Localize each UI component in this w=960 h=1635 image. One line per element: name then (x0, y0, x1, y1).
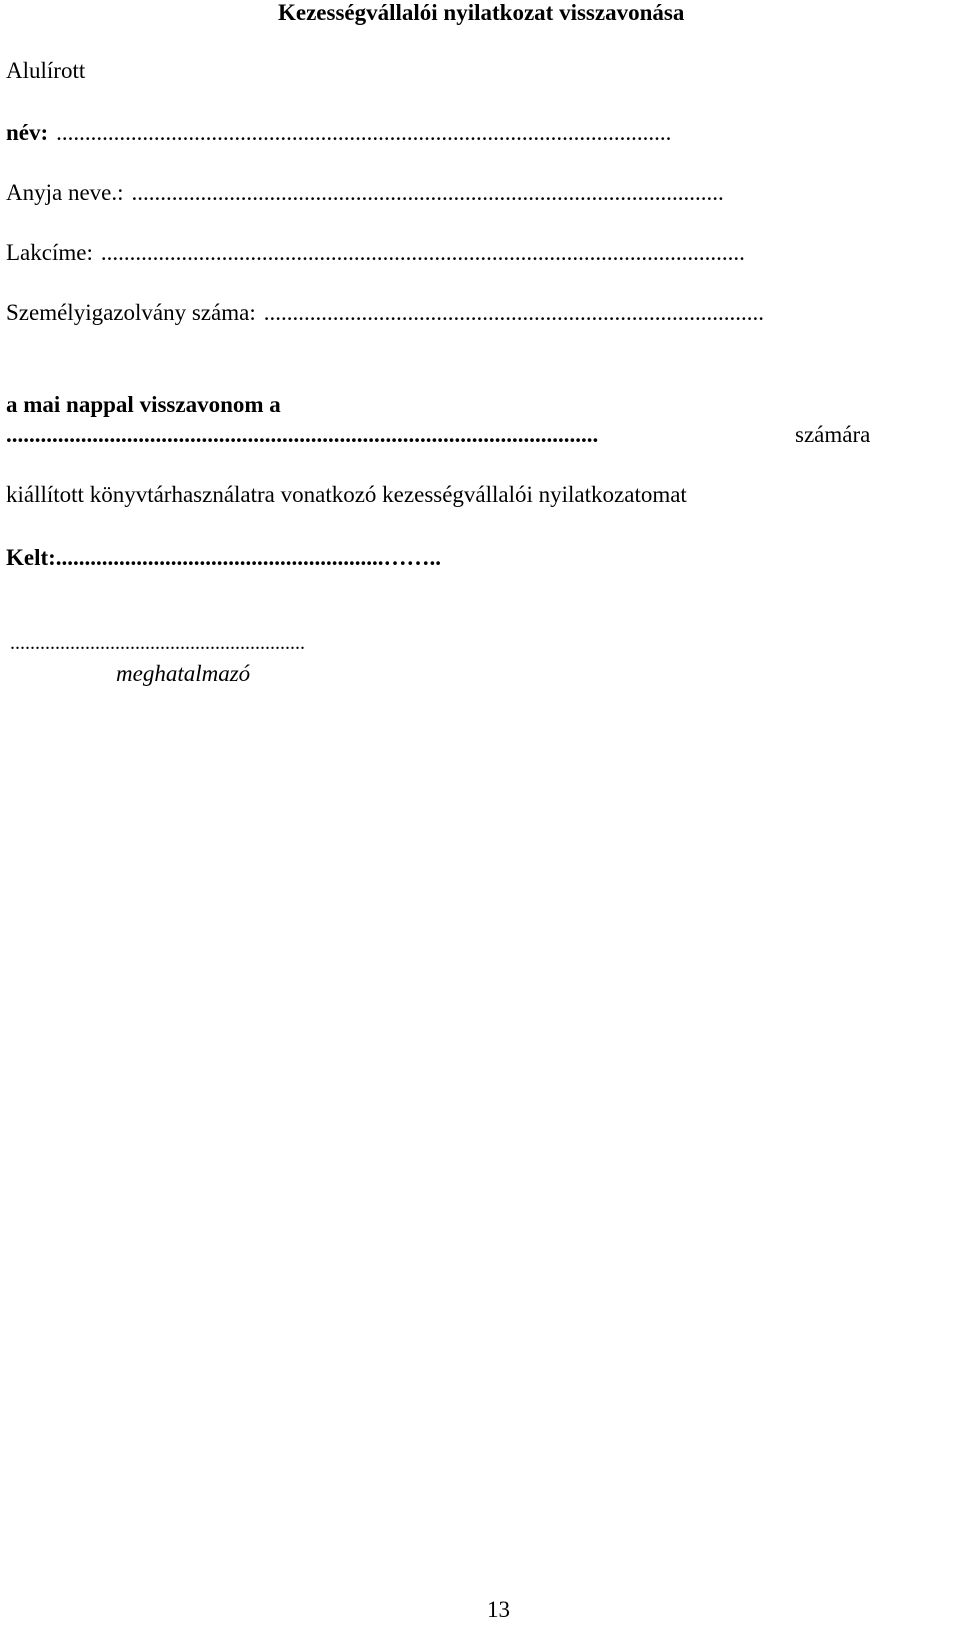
signature-caption: meghatalmazó (116, 661, 251, 686)
mother-name-fill-line: ....................................................................................................... (131, 180, 724, 205)
mother-name-row (6, 180, 946, 206)
page-number: 13 (487, 1597, 510, 1622)
name-fill-line: ........................................................................................................... (56, 120, 672, 145)
name-label: név: (6, 120, 49, 145)
document-title: Kezességvállalói nyilatkozat visszavonása (278, 0, 685, 25)
name-field-row (6, 120, 946, 146)
address-row (6, 240, 946, 266)
statement-line-1: a mai nappal visszavonom a (6, 392, 281, 417)
signature-fill-line: ........................................................... (10, 632, 305, 654)
mother-name-label: Anyja neve.: (6, 180, 124, 205)
date-line: Kelt:.........................................................…….. (6, 545, 442, 570)
id-number-row (6, 300, 946, 326)
statement-line-2 (6, 422, 946, 448)
id-number-label: Személyigazolvány száma: (6, 300, 256, 325)
for-text: számára (795, 422, 871, 447)
library-fill-line: ....................................................................................................... (6, 422, 599, 447)
intro-text: Alulírott (6, 58, 86, 83)
address-fill-line: ................................................................................................................ (100, 240, 745, 265)
address-label: Lakcíme: (6, 240, 93, 265)
id-number-fill-line: ....................................................................................... (263, 300, 764, 325)
statement-line-3: kiállított könyvtárhasználatra vonatkozó kezességvállalói nyilatkozatomat (6, 482, 687, 507)
